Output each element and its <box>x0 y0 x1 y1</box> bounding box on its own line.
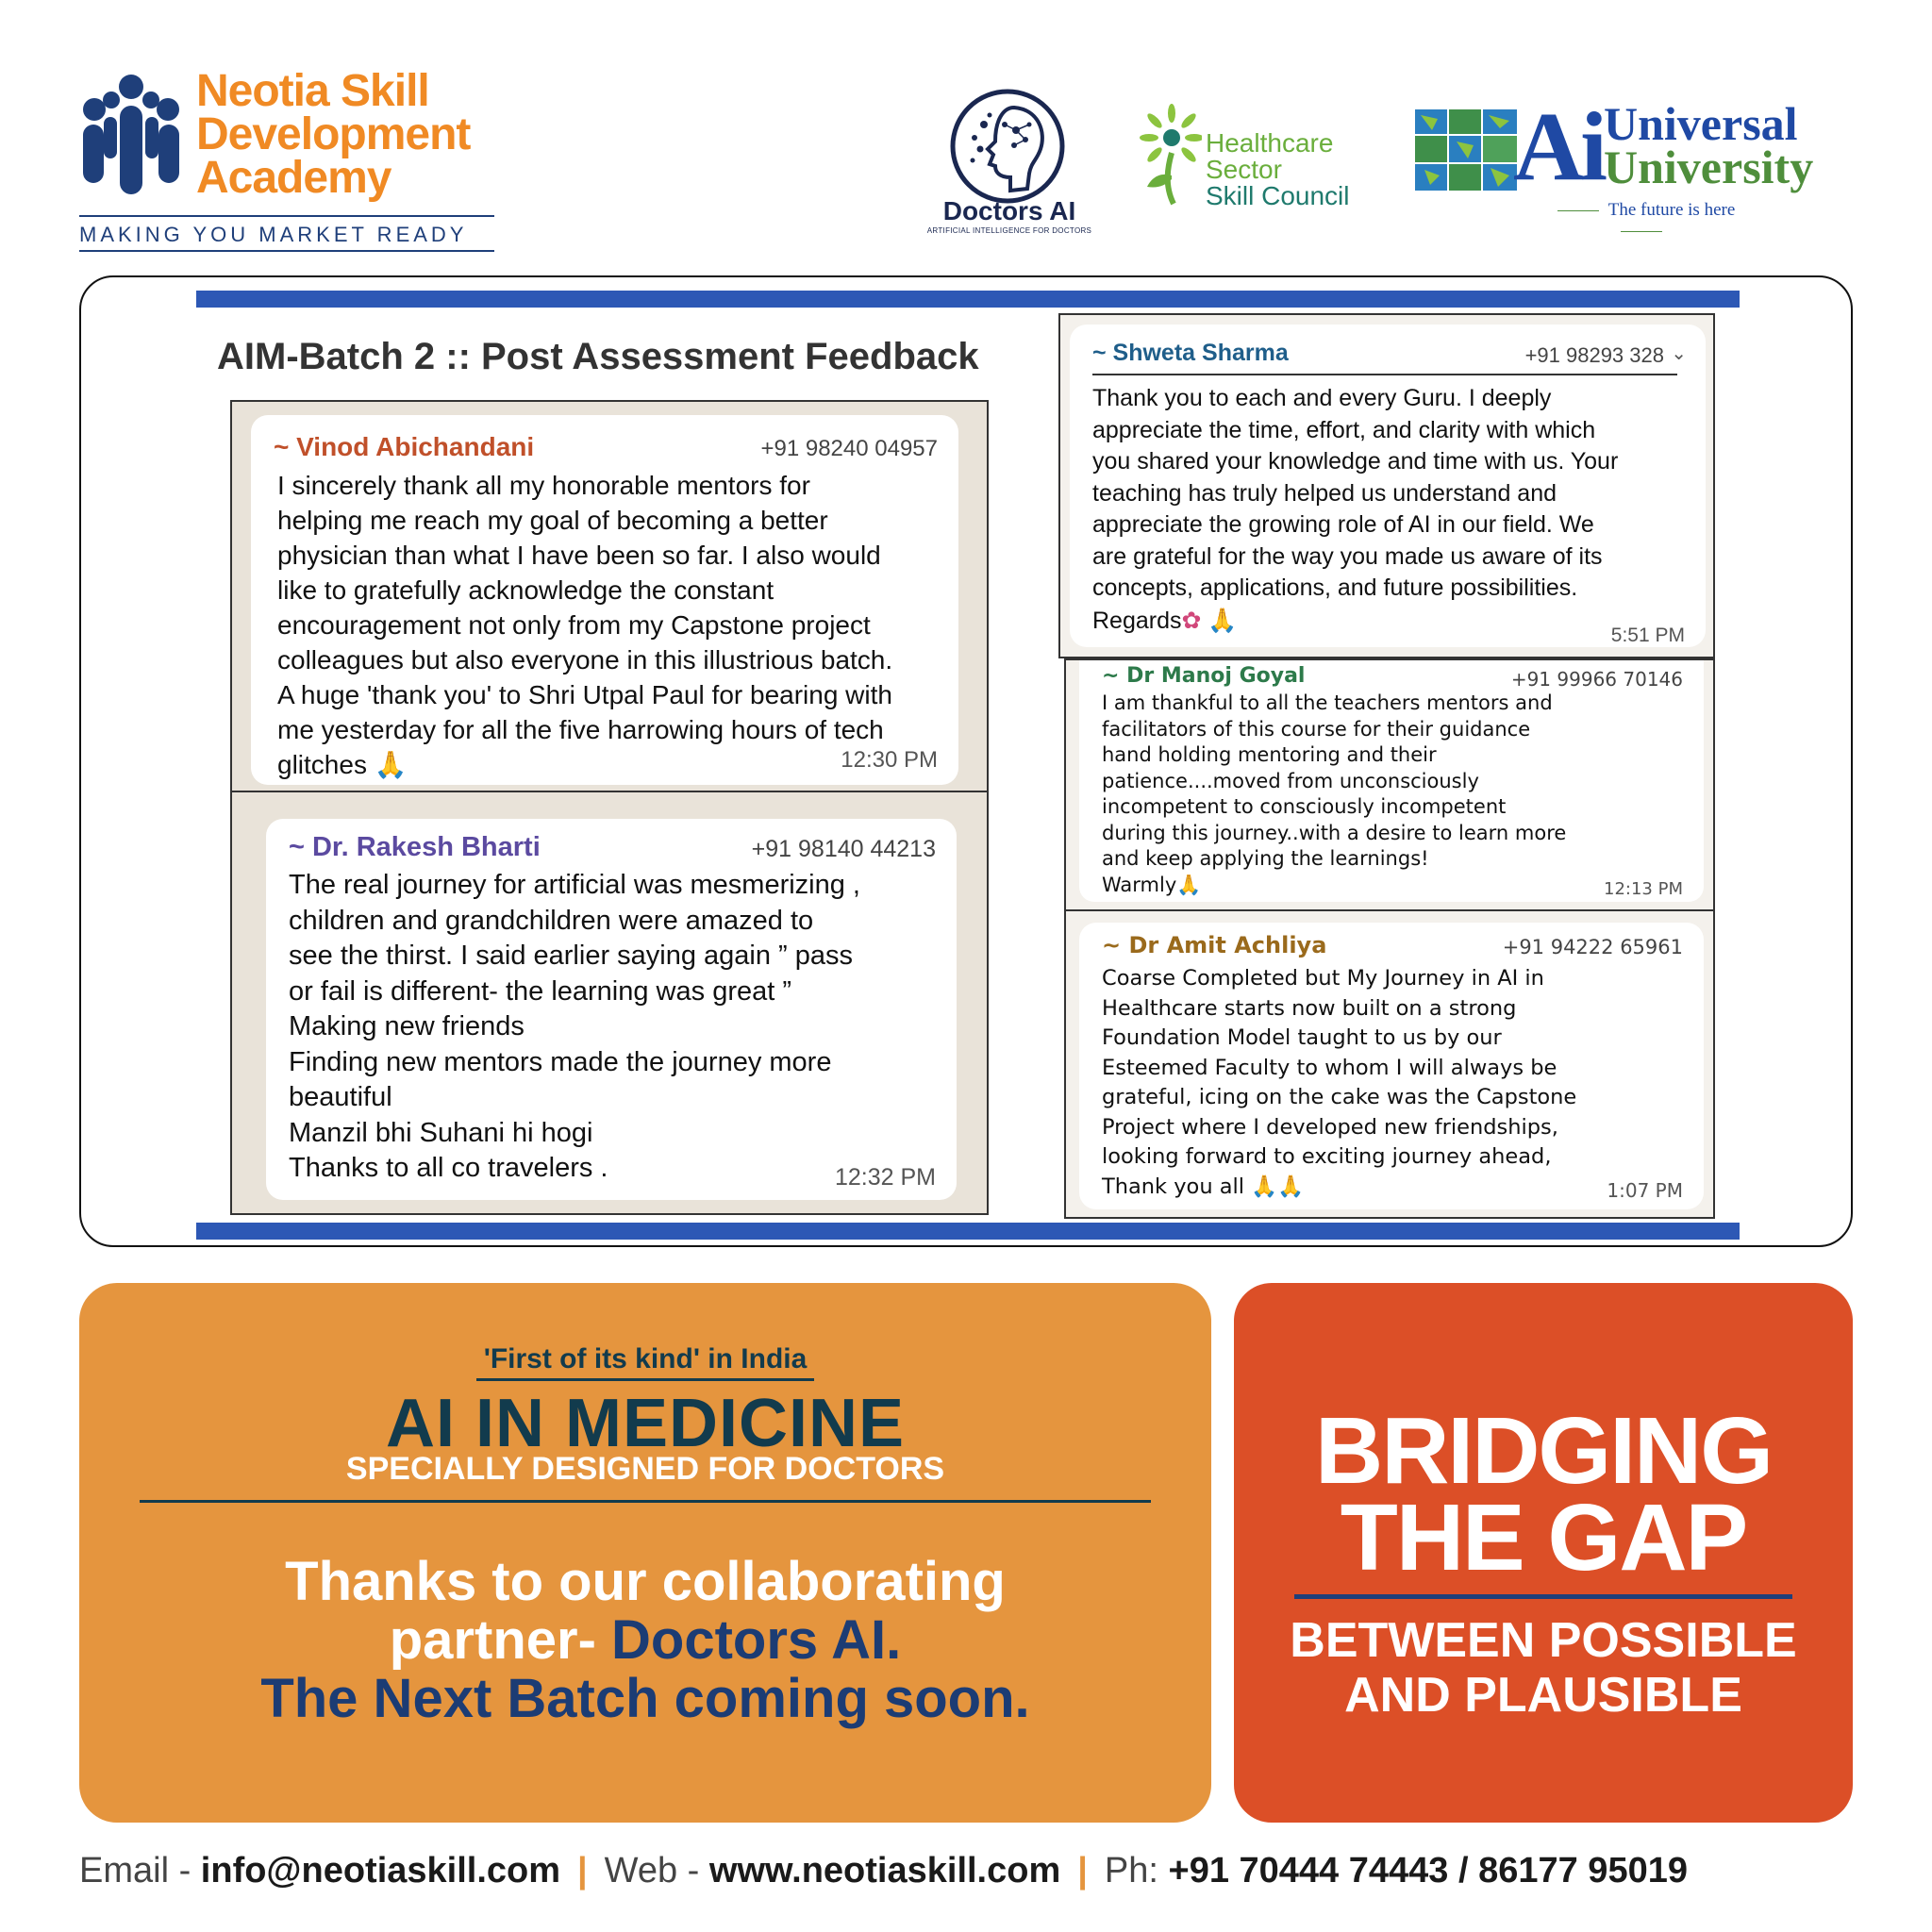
footer-separator: | <box>1077 1851 1088 1890</box>
sender-name: ~ Vinod Abichandani <box>274 432 535 461</box>
promo-panel <box>79 1283 1211 1823</box>
globe-map-icon <box>1415 109 1517 191</box>
email-link[interactable]: info@neotiaskill.com <box>200 1851 561 1890</box>
nsda-rule <box>79 215 494 217</box>
first-of-kind: 'First of its kind' in India <box>79 1343 1211 1375</box>
sender-name: ~ Shweta Sharma <box>1092 340 1289 366</box>
message-text: Coarse Completed but My Journey in AI in Healthcare starts now built on a strong Foundation Model taught to us by our Esteemed Faculty to whom I will always be grateful, icing on the cake was the Capstone Project where I developed new friendships, looking forward to exciting journey ahead, Thank you all 🙏🙏 <box>1102 964 1683 1202</box>
doctors-ai-subtitle: ARTIFICIAL INTELLIGENCE FOR DOCTORS <box>926 226 1092 235</box>
nsda-logo-icon <box>79 74 183 196</box>
nsda-rule-bottom <box>79 250 494 252</box>
message-text: Thank you to each and every Guru. I deeply appreciate the time, effort, and clarity with which you shared your knowledge and time with us. Your teaching has truly helped us understand and appreciate the growing role of AI in our field. We are grateful for the way you made us aware of its concepts, applications, and future possibilities. Regards✿ 🙏 <box>1092 383 1685 637</box>
doctors-ai-name: Doctors AI <box>942 196 1076 225</box>
web-label: Web - <box>604 1851 709 1890</box>
chat-bubble <box>1079 660 1704 902</box>
sender-phone: +91 99966 70146 <box>1510 668 1683 691</box>
promo-thanks: Thanks to our collaborating partner- Doctors AI. The Next Batch coming soon. <box>260 1551 1030 1729</box>
bridging-divider <box>1294 1594 1792 1599</box>
chat-bubble <box>266 819 957 1200</box>
hssc-name: Healthcare Sector Skill Council <box>1206 128 1350 210</box>
folded-hands-icon: 🙏 <box>1176 873 1202 896</box>
chat-screenshot-manoj <box>1064 658 1715 911</box>
bridging-headline: BRIDGING THE GAP <box>1315 1398 1772 1591</box>
nsda-tagline: MAKING YOU MARKET READY <box>79 223 468 246</box>
folded-hands-icon: 🙏 <box>1208 606 1238 634</box>
chat-bubble <box>251 415 958 785</box>
hssc-logo-icon <box>1140 100 1202 209</box>
promo-title: AI IN MEDICINE <box>385 1386 906 1461</box>
bridging-panel <box>1234 1283 1853 1823</box>
message-time: 1:07 PM <box>1607 1179 1683 1202</box>
sender-name: ~ Dr Amit Achliya <box>1102 932 1327 958</box>
chat-screenshot-amit <box>1064 909 1715 1219</box>
chat-screenshot-rakesh <box>230 791 989 1215</box>
promo-subtitle: SPECIALLY DESIGNED FOR DOCTORS <box>345 1451 945 1487</box>
feedback-title: AIM-Batch 2 :: Post Assessment Feedback <box>217 336 979 377</box>
folded-hands-icon: 🙏 <box>374 749 408 780</box>
promo-divider <box>140 1500 1151 1503</box>
message-text: I am thankful to all the teachers mentors and facilitators of this course for their guidance hand holding mentoring and their patience....moved from unconsciously incompetent to consciously incompetent during this journey..with a desire to learn more and keep applying the learnings! Warmly🙏 <box>1102 691 1683 898</box>
universal-ai-mark: Ai <box>1513 92 1604 201</box>
sender-phone: +91 98240 04957 <box>760 436 938 461</box>
sender-phone: +91 98140 44213 <box>751 836 936 862</box>
chat-screenshot-vinod <box>230 400 989 796</box>
message-time: 12:13 PM <box>1604 879 1683 899</box>
doctors-ai-logo-icon <box>948 87 1067 206</box>
footer-separator: | <box>577 1851 588 1890</box>
sender-name: ~ Dr Manoj Goyal <box>1102 664 1306 688</box>
contact-footer <box>79 1851 1853 1891</box>
sender-phone: +91 94222 65961 <box>1502 936 1683 958</box>
message-time: 5:51 PM <box>1610 625 1685 646</box>
web-link[interactable]: www.neotiaskill.com <box>708 1851 1061 1890</box>
message-time: 12:30 PM <box>841 747 938 773</box>
chat-bubble <box>1070 325 1706 647</box>
message-time: 12:32 PM <box>834 1164 936 1191</box>
folded-hands-icon: 🙏🙏 <box>1251 1174 1305 1199</box>
email-label: Email - <box>79 1851 201 1890</box>
chat-bubble <box>1079 923 1704 1209</box>
chat-screenshot-shweta <box>1058 313 1715 658</box>
sender-name: ~ Dr. Rakesh Bharti <box>289 832 541 862</box>
nsda-name: Neotia Skill Development Academy <box>196 66 471 203</box>
message-text: I sincerely thank all my honorable mentors for helping me reach my goal of becoming a better physician than what I have been so far. I also would like to gratefully acknowledge the constant encouragement not only from my Capstone project colleagues but also everyone in this illustrious batch. A huge 'thank you' to Shri Utpal Paul for bearing with me yesterday for all the five harrowing hours of tech glitches 🙏 <box>277 471 893 780</box>
universal-tagline: The future is here <box>1521 200 1762 242</box>
phone-label: Ph: <box>1104 1851 1169 1890</box>
bouquet-icon: ✿ <box>1181 606 1202 634</box>
bridging-subline: BETWEEN POSSIBLE AND PLAUSIBLE <box>1290 1613 1797 1723</box>
top-blue-bar <box>196 291 1740 308</box>
bottom-blue-bar <box>196 1223 1740 1240</box>
phone-numbers[interactable]: +91 70444 74443 / 86177 95019 <box>1168 1851 1688 1890</box>
chevron-down-icon[interactable]: ⌄ <box>1671 343 1687 364</box>
sender-phone: +91 98293 328 <box>1524 343 1664 367</box>
universal-university-name: Universal University <box>1604 97 1814 193</box>
header-divider <box>1092 374 1677 375</box>
message-text: The real journey for artificial was mesmerizing , children and grandchildren were amazed to see the thirst. I said earlier saying again ” pass or fail is different- the learning was great ” Making new friends Finding new mentors made the journey more beautiful Manzil bhi Suhani hi hogi Thanks to all co travelers . <box>289 870 860 1183</box>
